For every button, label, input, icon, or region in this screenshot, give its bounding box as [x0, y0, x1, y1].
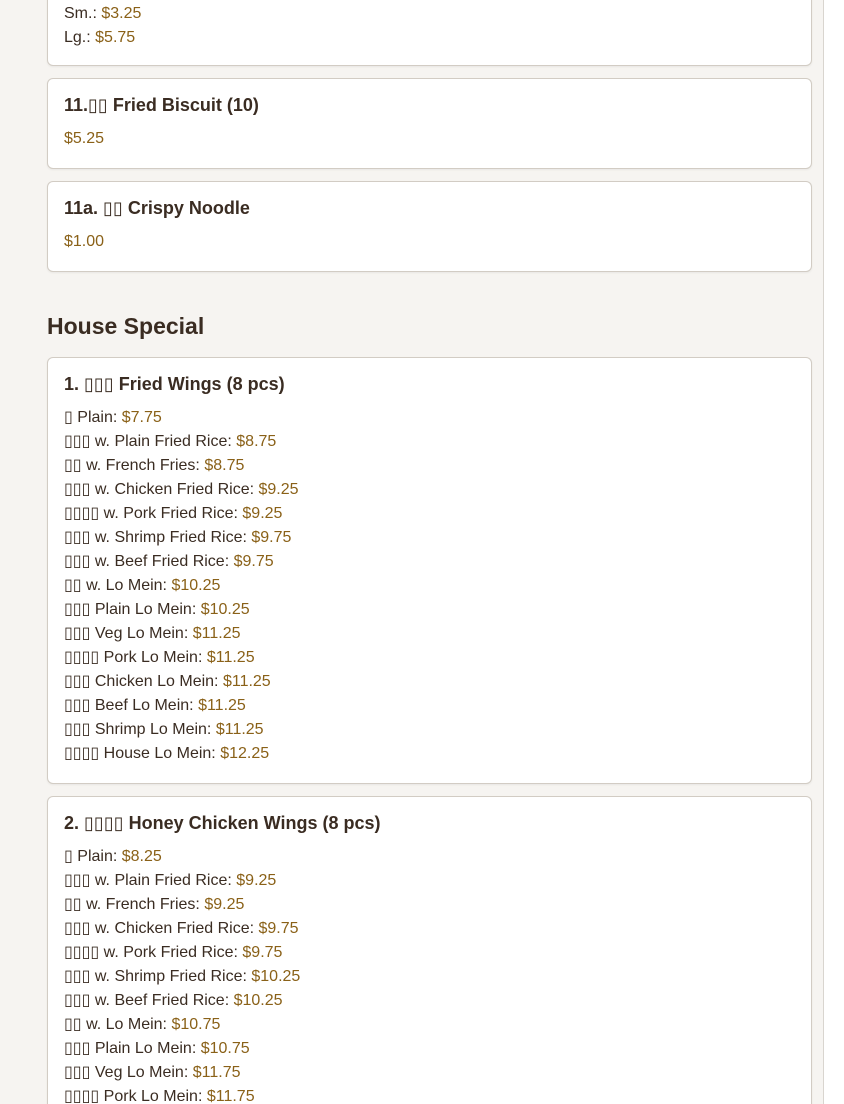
price-list	[64, 845, 795, 1104]
option-label: w. Plain Fried Rice:	[94, 872, 232, 889]
option-label: w. Shrimp Fried Rice:	[94, 529, 247, 546]
menu-item-price: $1.00	[64, 233, 105, 250]
option-label: Pork Lo Mein:	[103, 1088, 203, 1104]
price-row	[64, 989, 795, 1013]
option-label: w. Shrimp Fried Rice:	[94, 968, 247, 985]
price-row	[64, 941, 795, 965]
price-row	[64, 26, 795, 50]
menu-item-title: 11.▯▯ Fried Biscuit (10)	[64, 95, 259, 115]
chinese-name: ▯	[64, 848, 73, 865]
option-label: w. Chicken Fried Rice:	[94, 481, 255, 498]
chinese-name: ▯	[64, 409, 73, 426]
price-row	[64, 574, 795, 598]
price-row	[64, 1061, 795, 1085]
chinese-name: ▯▯	[64, 1016, 82, 1033]
option-label: Plain Lo Mein:	[94, 601, 197, 618]
chinese-name: ▯▯▯	[64, 992, 91, 1009]
chinese-name: ▯▯▯▯	[64, 649, 100, 666]
price-row	[64, 622, 795, 646]
option-price: $11.25	[192, 625, 241, 642]
price-row	[64, 1013, 795, 1037]
option-label: w. Beef Fried Rice:	[94, 992, 230, 1009]
option-price: $3.25	[101, 5, 142, 22]
option-label: Plain Lo Mein:	[94, 1040, 197, 1057]
option-label: w. French Fries:	[86, 457, 200, 474]
price-row	[64, 406, 795, 430]
option-label: w. Lo Mein:	[86, 1016, 167, 1033]
chinese-name: ▯▯▯	[64, 433, 91, 450]
option-price: $11.25	[206, 649, 255, 666]
chinese-name: ▯▯▯	[64, 625, 91, 642]
chinese-name: ▯▯▯	[64, 968, 91, 985]
option-label: w. Pork Fried Rice:	[103, 944, 238, 961]
option-label: Shrimp Lo Mein:	[94, 721, 212, 738]
option-label: Plain:	[77, 848, 118, 865]
option-price: $9.25	[242, 505, 283, 522]
option-price: $8.25	[121, 848, 162, 865]
option-label: Veg Lo Mein:	[94, 1064, 189, 1081]
section-title: House Special	[47, 313, 205, 339]
option-label: House Lo Mein:	[103, 745, 216, 762]
option-price: $9.75	[251, 529, 292, 546]
menu-item-title: 11a. ▯▯ Crispy Noodle	[64, 198, 250, 218]
menu-item-card	[47, 78, 812, 169]
chinese-name: ▯▯▯	[64, 721, 91, 738]
option-label: Sm.:	[64, 5, 97, 22]
price-row	[64, 965, 795, 989]
option-label: w. Lo Mein:	[86, 577, 167, 594]
menu-item-title: 2. ▯▯▯▯ Honey Chicken Wings (8 pcs)	[64, 813, 381, 833]
price-row	[64, 646, 795, 670]
menu-item-card	[47, 796, 812, 1104]
price-row	[64, 2, 795, 26]
option-price: $9.25	[236, 872, 277, 889]
price-row	[64, 917, 795, 941]
price-list	[64, 1, 795, 50]
price-list	[64, 406, 795, 766]
option-price: $11.25	[222, 673, 271, 690]
chinese-name: ▯▯▯▯	[64, 505, 100, 522]
option-price: $8.75	[236, 433, 277, 450]
price-row	[64, 430, 795, 454]
menu-item-price: $5.25	[64, 130, 105, 147]
chinese-name: ▯▯▯	[64, 1064, 91, 1081]
chinese-name: ▯▯▯	[64, 481, 91, 498]
menu-item-card	[47, 357, 812, 784]
chinese-name: ▯▯▯	[64, 529, 91, 546]
chinese-name: ▯▯▯▯	[64, 745, 100, 762]
option-price: $7.75	[121, 409, 162, 426]
option-price: $10.25	[200, 601, 250, 618]
menu-item-card	[47, 0, 812, 66]
option-price: $9.75	[258, 920, 299, 937]
price-row	[64, 893, 795, 917]
option-price: $11.75	[192, 1064, 241, 1081]
option-price: $10.75	[171, 1016, 221, 1033]
price-row	[64, 478, 795, 502]
menu-item-card	[47, 181, 812, 272]
chinese-name: ▯▯▯	[64, 553, 91, 570]
price-row	[64, 742, 795, 766]
price-row	[64, 502, 795, 526]
chinese-name: ▯▯▯	[64, 697, 91, 714]
price-row	[64, 694, 795, 718]
chinese-name: ▯▯	[64, 896, 82, 913]
option-price: $9.75	[242, 944, 283, 961]
menu-item-title: 1. ▯▯▯ Fried Wings (8 pcs)	[64, 374, 285, 394]
option-label: w. Plain Fried Rice:	[94, 433, 232, 450]
option-price: $11.25	[215, 721, 264, 738]
chinese-name: ▯▯▯	[64, 920, 91, 937]
chinese-name: ▯▯▯	[64, 1040, 91, 1057]
option-price: $10.75	[200, 1040, 250, 1057]
price-row	[64, 1037, 795, 1061]
option-price: $10.25	[251, 968, 301, 985]
option-label: Beef Lo Mein:	[94, 697, 194, 714]
option-price: $10.25	[171, 577, 221, 594]
price-row	[64, 454, 795, 478]
option-price: $8.75	[204, 457, 245, 474]
option-price: $10.25	[233, 992, 283, 1009]
price-row	[64, 598, 795, 622]
option-label: Pork Lo Mein:	[103, 649, 203, 666]
chinese-name: ▯▯▯	[64, 673, 91, 690]
option-label: w. Beef Fried Rice:	[94, 553, 230, 570]
option-label: w. Pork Fried Rice:	[103, 505, 238, 522]
option-label: Lg.:	[64, 29, 91, 46]
chinese-name: ▯▯▯	[64, 601, 91, 618]
price-row	[64, 670, 795, 694]
chinese-name: ▯▯▯▯	[64, 1088, 100, 1104]
option-label: Plain:	[77, 409, 118, 426]
price-row	[64, 550, 795, 574]
option-price: $5.75	[95, 29, 136, 46]
chinese-name: ▯▯	[64, 577, 82, 594]
option-price: $9.25	[204, 896, 245, 913]
chinese-name: ▯▯	[64, 457, 82, 474]
price-row	[64, 845, 795, 869]
option-price: $11.25	[198, 697, 246, 714]
option-label: Veg Lo Mein:	[94, 625, 189, 642]
chinese-name: ▯▯▯	[64, 872, 91, 889]
option-label: Chicken Lo Mein:	[94, 673, 219, 690]
price-row	[64, 718, 795, 742]
chinese-name: ▯▯▯▯	[64, 944, 100, 961]
option-price: $9.75	[233, 553, 274, 570]
option-label: w. Chicken Fried Rice:	[94, 920, 255, 937]
price-row	[64, 1085, 795, 1104]
option-price: $9.25	[258, 481, 299, 498]
option-price: $12.25	[220, 745, 270, 762]
price-row	[64, 526, 795, 550]
option-label: w. French Fries:	[86, 896, 200, 913]
price-row	[64, 869, 795, 893]
option-price: $11.75	[206, 1088, 255, 1104]
